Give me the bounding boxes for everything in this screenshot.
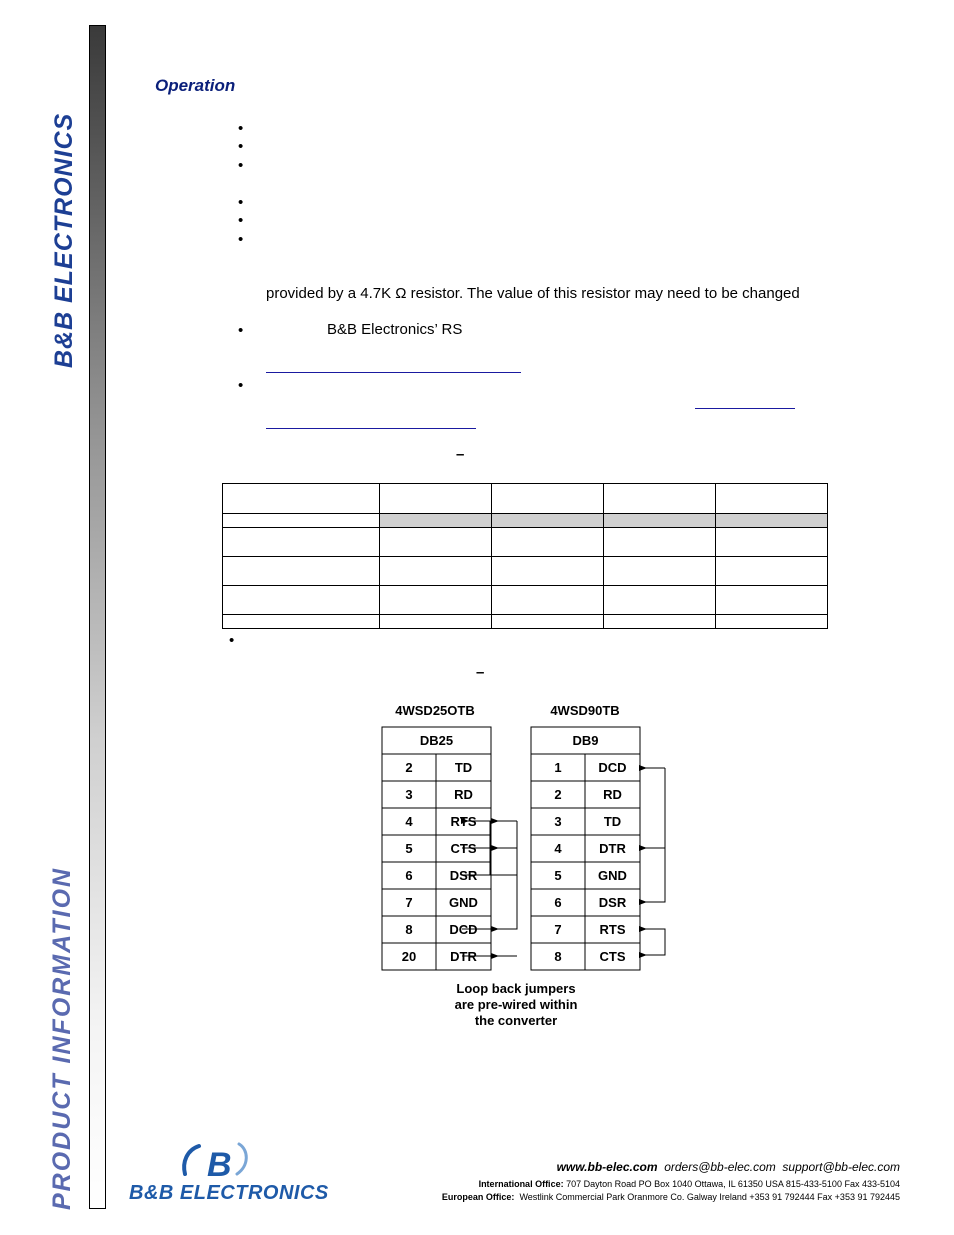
jumper-dcd-dsr	[640, 768, 665, 902]
table-row	[223, 528, 828, 557]
logo-wordmark: B&B ELECTRONICS	[129, 1182, 329, 1204]
hyperlink-underline-1[interactable]	[266, 372, 521, 373]
left-pin-number: 2	[405, 760, 413, 775]
right-pin-number: 6	[554, 895, 562, 910]
table-cell	[492, 615, 604, 629]
diagram-caption-line-1: Loop back jumpers	[456, 981, 576, 996]
loopback-wiring-diagram	[370, 695, 680, 1035]
bullet-3: •	[238, 157, 244, 174]
right-pin-signal: DTR	[599, 841, 626, 856]
logo-mark-letter: B	[207, 1146, 232, 1184]
footer-intl-label: International Office:	[478, 1179, 564, 1189]
table-cell	[223, 586, 380, 615]
table-cell-shaded	[716, 514, 828, 528]
table-cell	[223, 557, 380, 586]
table-cell	[716, 528, 828, 557]
hyperlink-underline-3[interactable]	[266, 428, 476, 429]
left-pin-signal: DSR	[449, 868, 478, 883]
right-pin-number: 7	[554, 922, 562, 937]
db25-arrow-heads	[492, 821, 517, 956]
bullet-6: •	[238, 231, 244, 248]
footer-european-office	[442, 1192, 900, 1202]
table-row	[223, 514, 828, 528]
table-caption-dash: –	[456, 446, 465, 463]
table-cell	[604, 586, 716, 615]
footer-website[interactable]: www.bb-elec.com	[556, 1160, 658, 1174]
left-pin-signal: TD	[454, 760, 473, 775]
left-pin-signal: RD	[454, 787, 473, 802]
table-cell	[223, 615, 380, 629]
table-cell	[716, 615, 828, 629]
table-cell	[716, 586, 828, 615]
sidebar-product-information-text: PRODUCT INFORMATION	[48, 866, 76, 1210]
footer-eu-text: Westlink Commercial Park Oranmore Co. Galway Ireland +353 91 792444 Fax +353 91 792445	[519, 1192, 900, 1202]
footer-international-office	[479, 1179, 900, 1189]
company-text: B&B Electronics’ RS	[327, 321, 463, 338]
bullet-9: •	[229, 632, 235, 649]
left-header: DB25	[419, 733, 454, 748]
table-cell-shaded	[380, 514, 492, 528]
table-cell	[380, 586, 492, 615]
table-cell	[223, 484, 380, 514]
right-pin-number: 4	[554, 841, 562, 856]
right-pin-signal: GND	[598, 868, 627, 883]
db9-jumpers	[640, 768, 665, 955]
db9-pin-table	[531, 727, 640, 970]
left-pin-number: 8	[405, 922, 413, 937]
right-pin-number: 3	[554, 814, 562, 829]
table-cell-shaded	[492, 514, 604, 528]
table-row	[223, 557, 828, 586]
sidebar-gradient-bar	[89, 25, 106, 1209]
table-cell	[492, 484, 604, 514]
left-pin-number: 3	[405, 787, 413, 802]
footer-intl-text: 707 Dayton Road PO Box 1040 Ottawa, IL 61350 USA 815-433-5100 Fax 433-5104	[566, 1179, 900, 1189]
right-header: DB9	[572, 733, 599, 748]
right-pin-number: 5	[554, 868, 562, 883]
right-pin-signal: RD	[603, 787, 622, 802]
footer-eu-label: European Office:	[441, 1192, 515, 1202]
table-cell	[604, 528, 716, 557]
section-title: Operation	[155, 76, 236, 95]
table-row	[223, 586, 828, 615]
sidebar-brand-text: B&B ELECTRONICS	[50, 112, 78, 368]
table-cell	[380, 557, 492, 586]
bullet-8: •	[238, 377, 244, 394]
jumper-rts-cts-db9	[640, 929, 665, 955]
table-cell-shaded	[604, 514, 716, 528]
bb-logo-mark-icon	[127, 1140, 257, 1185]
table-cell	[223, 514, 380, 528]
right-pin-number: 2	[554, 787, 562, 802]
table-cell	[604, 484, 716, 514]
table-row	[223, 615, 828, 629]
left-pin-signal: GND	[449, 895, 478, 910]
right-pin-signal: TD	[603, 814, 622, 829]
right-pin-number: 1	[554, 760, 562, 775]
table-cell	[380, 528, 492, 557]
table-row	[223, 484, 828, 514]
bullet-2: •	[238, 138, 244, 155]
left-pin-signal: RTS	[450, 814, 477, 829]
left-pin-number: 5	[405, 841, 413, 856]
footer-support-email[interactable]: support@bb-elec.com	[782, 1160, 900, 1174]
spec-table	[222, 483, 828, 629]
bullet-7: •	[238, 322, 244, 339]
bullet-4: •	[238, 194, 244, 211]
table-cell	[492, 528, 604, 557]
table-cell	[492, 586, 604, 615]
right-pin-signal: CTS	[599, 949, 626, 964]
hyperlink-underline-2[interactable]	[695, 408, 795, 409]
right-pin-signal: RTS	[599, 922, 626, 937]
table-cell	[380, 484, 492, 514]
table-cell	[492, 557, 604, 586]
left-connector-title: 4WSD25OTB	[395, 703, 475, 718]
left-pin-number: 7	[405, 895, 413, 910]
left-pin-signal: DTR	[450, 949, 477, 964]
diagram-caption-dash: –	[476, 664, 485, 681]
table-cell	[223, 528, 380, 557]
bullet-1: •	[238, 120, 244, 137]
right-connector-title: 4WSD90TB	[550, 703, 620, 718]
table-cell	[716, 557, 828, 586]
right-pin-signal: DSR	[598, 895, 627, 910]
table-cell	[380, 615, 492, 629]
left-pin-number: 20	[401, 949, 417, 964]
footer-orders-email[interactable]: orders@bb-elec.com	[664, 1160, 776, 1174]
bullet-5: •	[238, 212, 244, 229]
table-cell	[604, 557, 716, 586]
table-cell	[604, 615, 716, 629]
left-pin-signal: DCD	[449, 922, 478, 937]
diagram-caption-line-3: the converter	[474, 1013, 558, 1028]
left-pin-signal: CTS	[450, 841, 477, 856]
resistor-text: provided by a 4.7K Ω resistor. The value of this resistor may need to be changed	[266, 285, 800, 302]
table-cell	[716, 484, 828, 514]
left-pin-number: 4	[405, 814, 413, 829]
right-pin-signal: DCD	[598, 760, 627, 775]
right-pin-number: 8	[554, 949, 562, 964]
diagram-caption-line-2: are pre-wired within	[454, 997, 578, 1012]
left-pin-number: 6	[405, 868, 413, 883]
footer-contact-line	[557, 1160, 900, 1174]
